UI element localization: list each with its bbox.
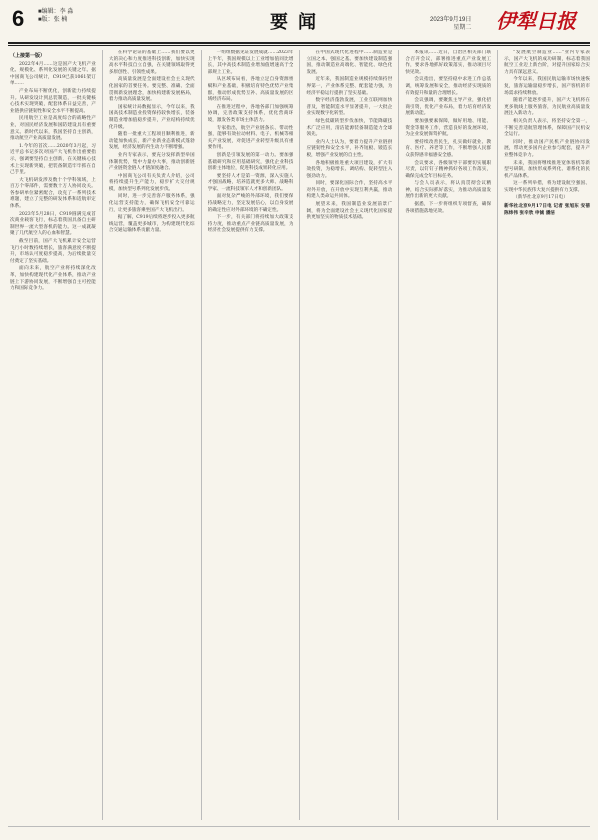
byline: 新华社北京9月17日电 记者 张旭东 安蓓 陈炜伟 张辛欣 申铖 潘洁 [504, 204, 590, 216]
article-column [208, 50, 294, 820]
column-rule [102, 50, 103, 820]
paragraph: 会议指出，要坚持稳中求进工作总基调，统筹发展和安全，推动经济实现质的有效提升和量的合理增长。 [405, 77, 492, 96]
paragraph: （新华社北京9月17日电） [513, 195, 568, 201]
column-rule [299, 50, 300, 820]
paragraph: 本报讯……近日，自治区相关部门联合召开会议，部署推进重点产业发展工作，要求各地抓好政策落实，推动项目尽快见效。 [405, 50, 492, 75]
article-column [504, 50, 590, 820]
paragraph: 一组组数据见证发展成就……2023年上半年，我国规模以上工业增加值同比增长，其中高技术制造业增加值增速高于全部规上工业。 [207, 50, 294, 75]
paragraph: 展望未来，我国制造业发展前景广阔，将为全面建设社会主义现代化国家提供更加坚实的物质技术基础。 [306, 202, 393, 221]
editor-line: ■编辑：李 淼 [38, 9, 74, 15]
paragraph: 从区域布局看，各地立足自身资源禀赋和产业基础，积极培育特色优势产业集群，推动形成优势互补、高质量发展的区域经济布局。 [207, 77, 294, 103]
paragraph: 据悉，下一步将组织专项督查，确保各项措施落地见效。 [405, 202, 492, 214]
paragraph: 创新是引领发展的第一动力。要加强基础研究和应用基础研究，强化企业科技创新主体地位，促进科技成果转化应用。 [207, 152, 294, 172]
section-title: 要闻 [270, 12, 326, 33]
paragraph: 要持续改善民生，扎实做好就业、教育、医疗、养老等工作，不断增强人民群众获得感幸福感安全感。 [405, 139, 492, 158]
paragraph: 这一系列举措，将为建设航空强国、实现中华民族伟大复兴提供有力支撑。 [504, 181, 590, 193]
article-column [306, 50, 392, 820]
article-column [10, 50, 96, 820]
paragraph: 要坚持人才是第一资源，深入实施人才强国战略，培养造就更多大师、战略科学家、一流科技领军人才和创新团队。 [207, 173, 294, 192]
column-rule [201, 50, 202, 820]
paragraph: 高质量发展是全面建设社会主义现代化国家的首要任务。要完整、准确、全面贯彻新发展理念，加快构建新发展格局，着力推动高质量发展。 [108, 77, 195, 103]
paragraph: 2022年4月……这是国产大飞机产业化、规模化、系列化发展的关键之年。据中国商飞公司统计，C919已获1061架订单…… [10, 61, 96, 87]
paragraph: 中国商飞公司有关负责人介绍，公司将持续提升生产能力，稳步扩大交付规模，加快型号系列化发展步伐。 [108, 173, 195, 192]
paragraph: 数字经济蓬勃发展，工业互联网加快普及，智能制造水平显著提升，一大批企业实现数字化转型。 [306, 98, 393, 117]
paragraph: 业内专家表示，要充分发挥新型举国体制优势，集中力量办大事，推动创新链产业链资金链人才链深度融合。 [108, 152, 195, 172]
paragraph: 要加强要素保障，做好用地、用能、资金等服务工作，营造良好的发展环境，为企业发展保驾护航。 [405, 118, 492, 138]
footer-rule [8, 826, 590, 827]
paragraph: 民用航空工业是高度综合的战略性产业，对国民经济发展和国防建设具有重要意义。新时代以来，我国坚持自主创新，推动航空产业高质量发展。 [10, 116, 96, 142]
paragraph: 在科学论证的基础上……我们要以更大的决心和力度推进科技创新，加快实现高水平科技自立自强，在关键领域取得更多原创性、引领性成果。 [108, 50, 195, 75]
article-column [405, 50, 491, 820]
paragraph: 据了解，C919后续将逐步投入更多航线运营，覆盖更多城市，为构建现代化综合交通运输体系贡献力量。 [108, 215, 195, 234]
paragraph: 随着一批重大工程项目顺利推进，新动能加快成长，新产业新业态新模式蓬勃发展，经济发展的内生动力不断增强。 [108, 132, 195, 151]
paragraph: 近年来，我国制造业规模持续保持世界第一，产业体系完整、配套能力强，为经济平稳运行提供了坚实基础。 [306, 77, 393, 96]
paragraph: 与会人员表示，将认真贯彻会议精神，结合实际抓好落实，为推动高质量发展作出新的更大贡献。 [405, 181, 492, 200]
issue-date-block [430, 16, 471, 32]
paragraph: "发展航空制造业……"业内专家表示，国产大飞机的成功研制，标志着我国航空工业迈上新台阶，对提升国家综合实力具有深远意义。 [504, 50, 590, 75]
paragraph: 国家统计局数据显示，今年以来，我国高技术制造业投资保持较快增长，装备制造业增加值稳步提升，产业结构持续优化升级。 [108, 104, 195, 130]
paragraph: 同时，要深化国际合作，坚持高水平对外开放，在开放中实现互利共赢，推动构建人类命运共同体。 [306, 181, 393, 200]
paragraph: 2023年5月28日，C919圆满完成首次商业载客飞行，标志着我国具备自主研制世界一流大型客机的能力。这一成就凝聚了几代航空人的心血和智慧。 [10, 211, 96, 237]
article-column [109, 50, 195, 820]
column-rule [497, 50, 498, 820]
article-columns [10, 50, 590, 820]
header-rule [8, 42, 590, 44]
paragraph: 各地积极推进重大项目建设，扩大有效投资，为稳增长、调结构、促转型注入强劲动力。 [306, 160, 393, 179]
weekday: 星期二 [453, 25, 472, 31]
masthead [0, 0, 598, 44]
paragraph: 未来，我国将继续推进宽体客机等新型号研制，加快形成系列化、谱系化的民机产品体系。 [504, 160, 590, 179]
paragraph: 面向未来，航空产业将持续深化改革，加快构建现代化产业体系，推动产业链上下游协同发展，不断增强自主可控能力和国际竞争力。 [10, 266, 96, 292]
paper-logo: 伊犁日报 [496, 9, 576, 33]
paragraph: 在推进过程中，各地各部门加强统筹协调，完善政策支持体系，优化营商环境，激发各类市场主体活力。 [207, 104, 294, 123]
paragraph: 同时，推动国产民机产业链协同发展，带动更多国内企业参与配套，提升产业整体竞争力。 [504, 139, 590, 158]
paragraph: 业内人士认为，要着力提升产业链供应链韧性和安全水平，补齐短板、锻造长板，增强产业发展的自主性。 [306, 139, 393, 158]
paragraph: 相关负责人表示，将坚持安全第一，不断完善适航管理体系，保障国产民机安全运行。 [504, 118, 590, 138]
paragraph: 大飞机研发涉及数十个学科领域，上百万个零部件，需要数十万人协同攻关。各参研单位紧密配合，攻克了一系列技术难题，建立了完整的研发体系和适航审定体系。 [10, 177, 96, 210]
paragraph: 截至目前，国产大飞机累计安全运营飞行小时数持续增长，旅客满意度不断提升，市场认可度稳步提高，为后续批量交付奠定了坚实基础。 [10, 239, 96, 264]
paragraph: 在中国式现代化进程中……制造业是立国之本、强国之基。要加快建设制造强国，推动制造业高端化、智能化、绿色化发展。 [306, 50, 393, 75]
designer-line: ■版：张 楠 [38, 17, 68, 23]
paragraph: 今年以来，我国民航运输市场快速恢复，旅客运输量稳步增长，国产客机的市场需求持续释放。 [504, 77, 590, 96]
column-rule [398, 50, 399, 820]
paragraph: 同时，进一步完善客户服务体系，强化运营支持能力，确保飞机安全可靠运行，让更多旅客乘坐国产大飞机出行。 [108, 194, 195, 213]
paragraph: 随着产能逐步提升，国产大飞机将在更多航线上服务旅客，为民航业高质量发展注入新动力。 [504, 98, 590, 117]
paragraph: 下一步，有关部门将持续加大政策支持力度，推动重点产业链高质量发展，为经济社会发展提供有力支撑。 [207, 215, 294, 234]
issue-date: 2023年9月19日 [430, 17, 472, 23]
paragraph: 绿色低碳转型步伐加快，节能降碳技术广泛应用，清洁能源装备制造能力全球领先。 [306, 118, 393, 138]
page-meta [38, 8, 73, 24]
paragraph: 会议强调，要聚焦主导产业，强化招商引资，优化产业布局，着力培育经济发展新动能。 [405, 98, 492, 117]
paragraph: 专家指出，航空产业链条长、带动性强，能够有效拉动材料、电子、机械等相关产业发展，对促进产业转型升级具有重要作用。 [207, 125, 294, 151]
paragraph: 1.今年的首次……2020年3月起，习近平总书记多次对国产大飞机作出重要指示，强调要坚持自主创新，在关键核心技术上实现新突破，把装备制造牢牢抓在自己手里。 [10, 143, 96, 176]
column-subhead: （上接第一版） [10, 53, 46, 59]
page-number: 6 [12, 6, 25, 31]
header-rule-thin [8, 45, 590, 46]
paragraph: 面对复杂严峻的外部环境，我们要保持战略定力，坚定发展信心，以自身发展的确定性应对外部环境的不确定性。 [207, 194, 294, 213]
paragraph: 产业布局不断优化，创新能力持续提升。从研发设计到总装制造，一批关键核心技术实现突破，配套体系日益完善，产业链供应链韧性和安全水平不断提高。 [10, 88, 96, 114]
paragraph: 会议要求，各级领导干部要切实履职尽责，以钉钉子精神抓好各项工作落实，确保完成全年目标任务。 [405, 160, 492, 179]
